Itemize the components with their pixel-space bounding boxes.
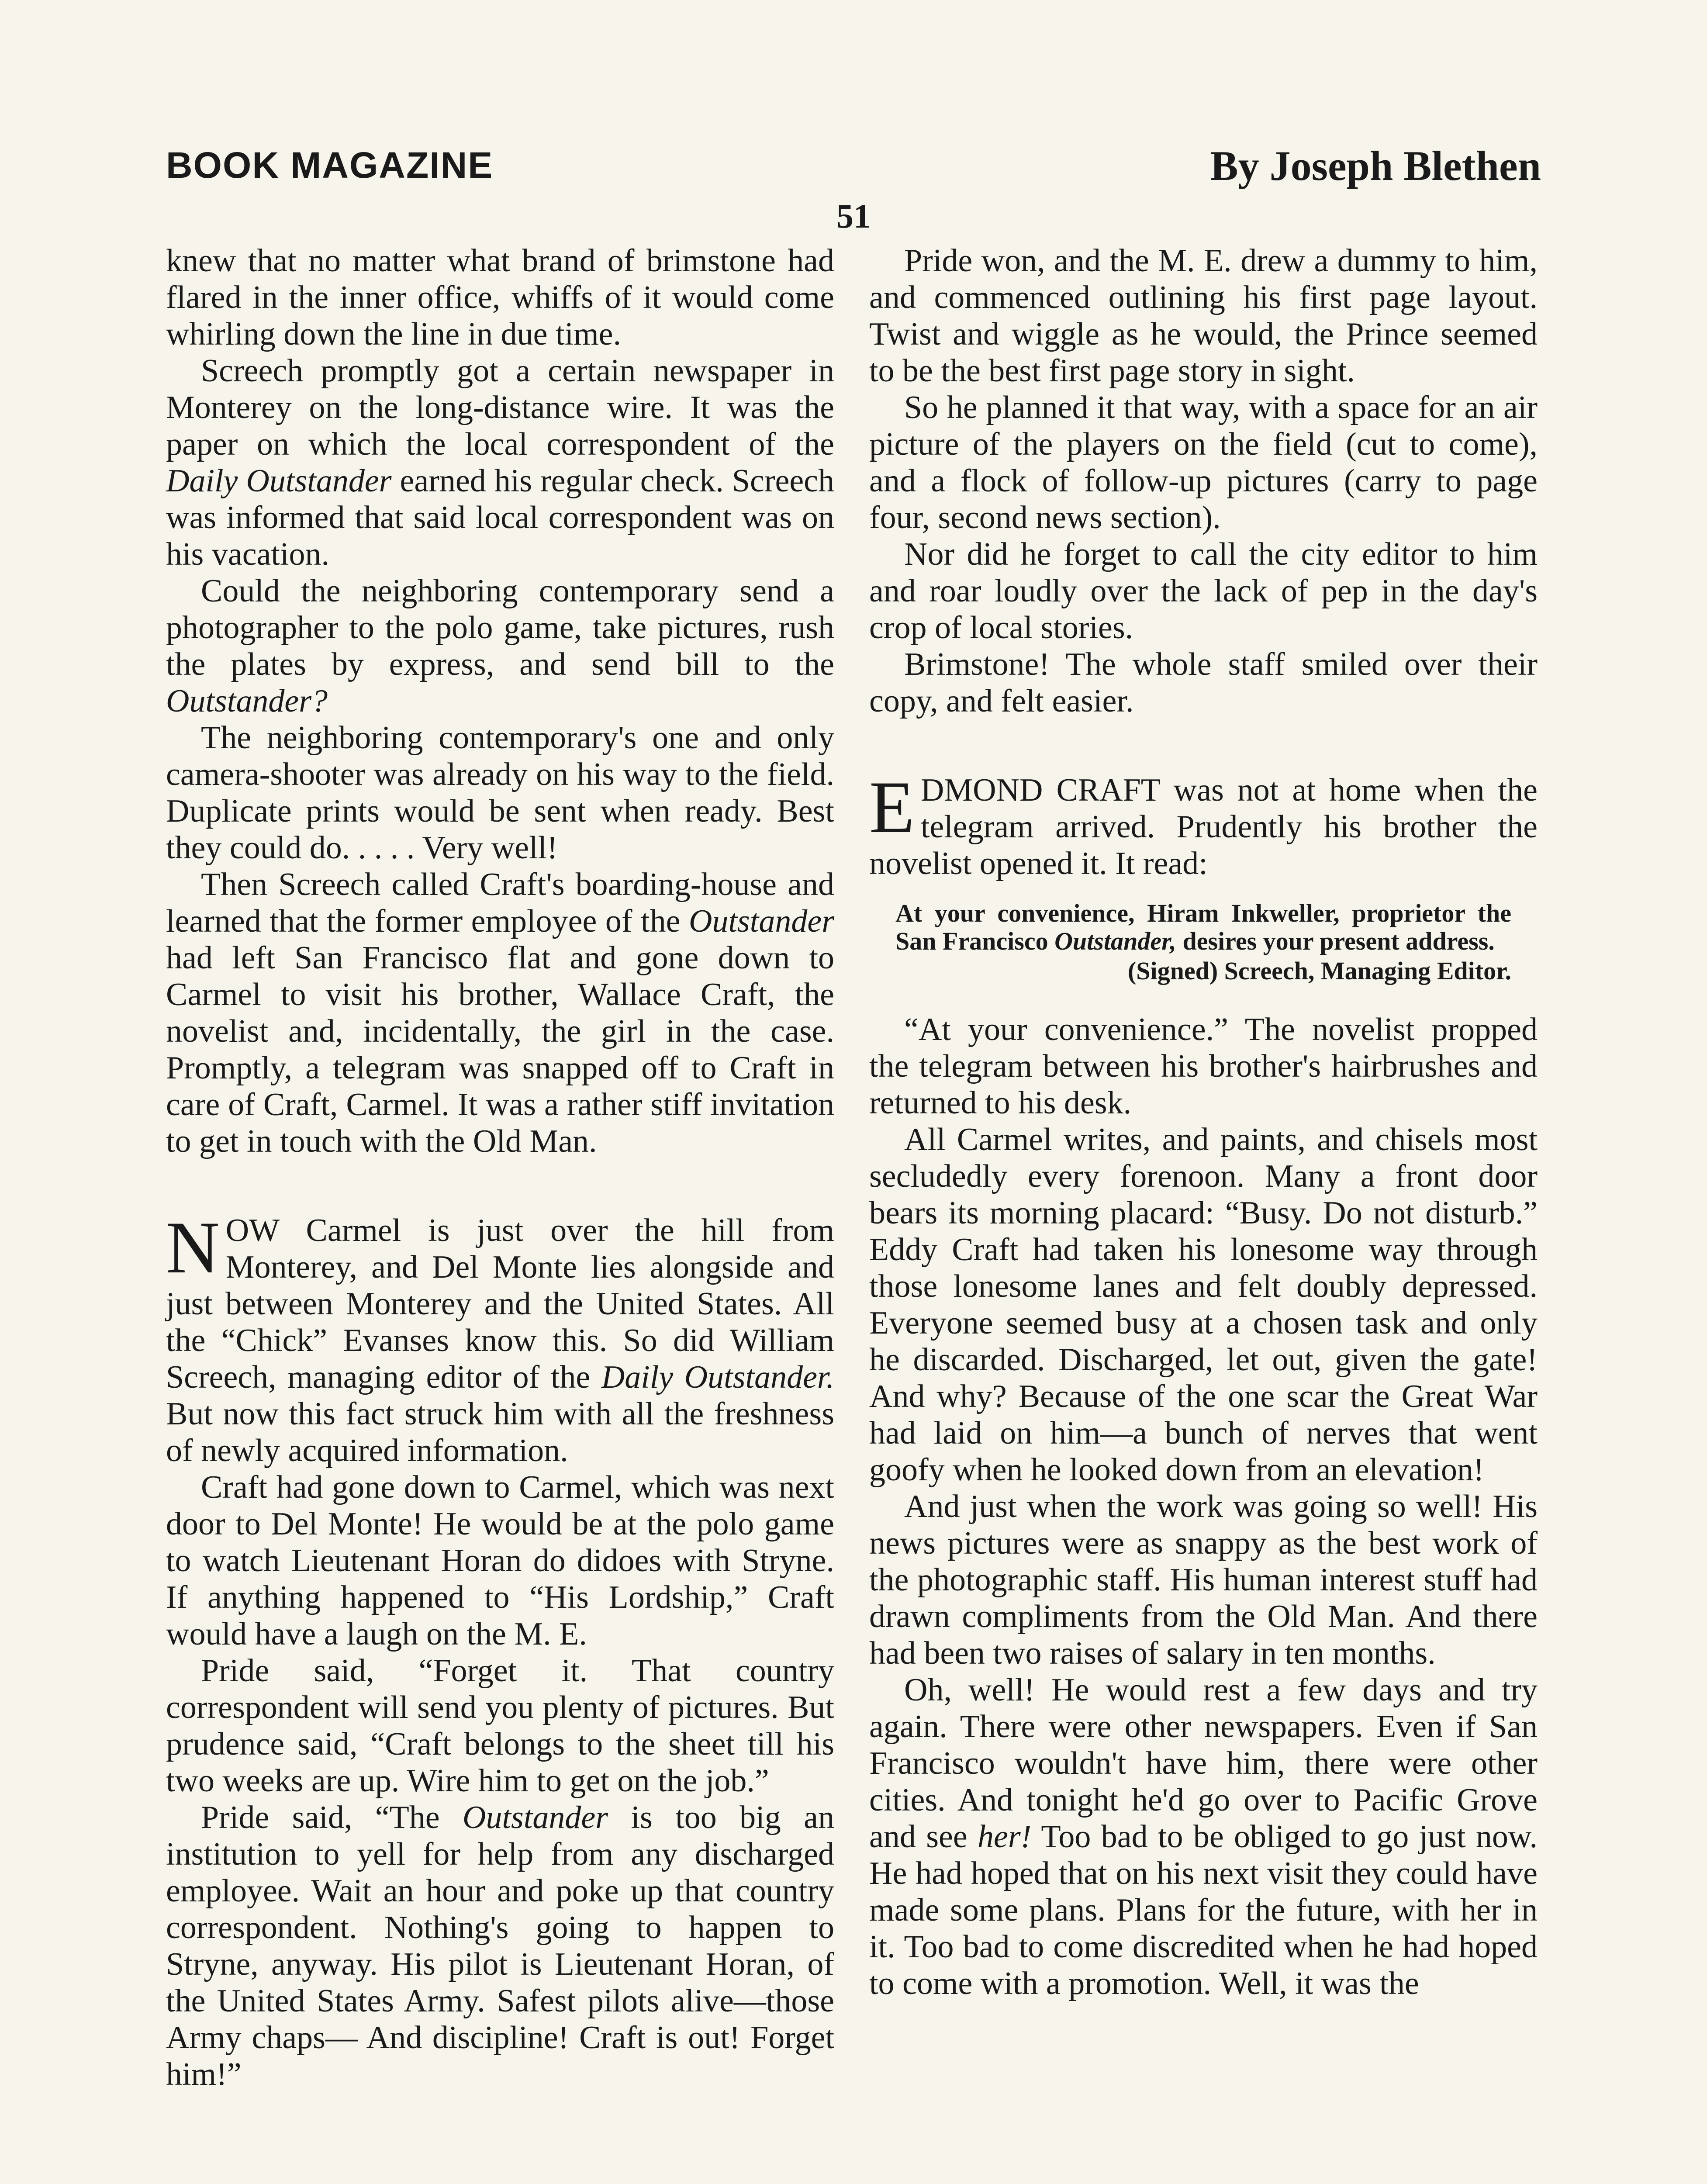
drop-cap: E [869, 766, 915, 848]
paragraph: Could the neighboring contemporary send a photographer to the polo game, take pictures, rush the plates by express, and send bill to the Outstander? [166, 573, 834, 719]
paragraph: Brimstone! The whole staff smiled over their copy, and felt easier. [869, 646, 1538, 719]
paragraph: The neighboring contemporary's one and only camera-shooter was already on his way to the field. Duplicate prints would be sent when ready. Best they could do. . . . . Very well! [166, 720, 834, 866]
left-column [166, 242, 834, 2093]
paragraph: All Carmel writes, and paints, and chisels most secludedly every forenoon. Many a front door bears its morning placard: “Busy. Do not disturb.” Eddy Craft had taken his lonesome way through those lonesome lanes and felt doubly depressed. Everyone seemed busy at a chosen task and only he discarded. Discharged, let out, given the gate! And why? Because of the one scar the Great War had laid on him—a bunch of nerves that went goofy when he looked down from an elevation! [869, 1122, 1538, 1488]
paragraph: Oh, well! He would rest a few days and try again. There were other newspapers. Even if San Francisco wouldn't have him, there were other cities. And tonight he'd go over to Pacific Grove and see her! Too bad to be obliged to go just now. He had hoped that on his next visit they could have made some plans. Plans for the future, with her in it. Too bad to come discredited when he had hoped to come with a promotion. Well, it was the [869, 1672, 1538, 2001]
paragraph: “At your convenience.” The novelist propped the telegram between his brother's hairbrushes and returned to his desk. [869, 1012, 1538, 1121]
paragraph: And just when the work was going so well! His news pictures were as snappy as the best work of the photographic staff. His human interest stuff had drawn compliments from the Old Man. And there had been two raises of salary in ten months. [869, 1489, 1538, 1671]
paragraph: Screech promptly got a certain newspaper in Monterey on the long-distance wire. It was the paper on which the local correspondent of the Daily Outstander earned his regular check. Screech was informed that said local correspondent was on his vacation. [166, 353, 835, 572]
running-head [166, 144, 1541, 197]
author-byline: By Joseph Blethen [1210, 142, 1541, 189]
paragraph: Pride won, and the M. E. drew a dummy to him, and commenced outlining his first page layout. Twist and wiggle as he would, the Prince seemed to be the best first page story in sight. [869, 243, 1538, 389]
drop-cap: N [166, 1206, 220, 1289]
paragraph: Craft had gone down to Carmel, which was next door to Del Monte! He would be at the polo game to watch Lieutenant Horan do didoes with Stryne. If anything happened to “His Lordship,” Craft would have a laugh on the M. E. [166, 1469, 834, 1652]
telegram-text: At your convenience, Hiram Inkweller, proprietor the San Francisco Outstander, desires your present address. (Signed) Screech, Managing Editor. [895, 899, 1511, 985]
section-opening-paragraph: EDMOND CRAFT was not at home when the telegram arrived. Prudently his brother the novelist opened it. It read: [869, 766, 1538, 881]
section-opening-paragraph: NOW Carmel is just over the hill from Monterey, and Del Monte lies alongside and just between Monterey and the United States. All the “Chick” Evanses know this. So did William Screech, managing editor of the Daily Outstander. But now this fact struck him with all the freshness of newly acquired information. [166, 1206, 835, 1469]
magazine-title: BOOK MAGAZINE [166, 145, 494, 186]
paragraph: Then Screech called Craft's boarding-house and learned that the former employee of the Outstander had left San Francisco flat and gone down to Carmel to visit his brother, Wallace Craft, the novelist and, incidentally, the girl in the case. Promptly, a telegram was snapped off to Craft in care of Craft, Carmel. It was a rather stiff invitation to get in touch with the Old Man. [166, 867, 834, 1159]
paragraph: Pride said, “The Outstander is too big an institution to yell for help from any discharged employee. Wait an hour and poke up that country correspondent. Nothing's going to happen to Stryne, anyway. His pilot is Lieutenant Horan, of the United States Army. Safest pilots alive—those Army chaps— And discipline! Craft is out! Forget him!” [166, 1800, 834, 2092]
page-number: 51 [836, 197, 871, 235]
right-column [869, 242, 1538, 2002]
paragraph: So he planned it that way, with a space for an air picture of the players on the field (cut to come), and a flock of follow-up pictures (carry to page four, second news section). [869, 390, 1538, 536]
paragraph: knew that no matter what brand of brimstone had flared in the inner office, whiffs of it would come whirling down the line in due time. [166, 243, 834, 352]
paragraph: Pride said, “Forget it. That country correspondent will send you plenty of pictures. But prudence said, “Craft belongs to the sheet till his two weeks are up. Wire him to get on the job.” [166, 1653, 834, 1799]
paragraph: Nor did he forget to call the city editor to him and roar loudly over the lack of pep in the day's crop of local stories. [869, 536, 1538, 646]
telegram-signature: (Signed) Screech, Managing Editor. [1127, 957, 1511, 985]
